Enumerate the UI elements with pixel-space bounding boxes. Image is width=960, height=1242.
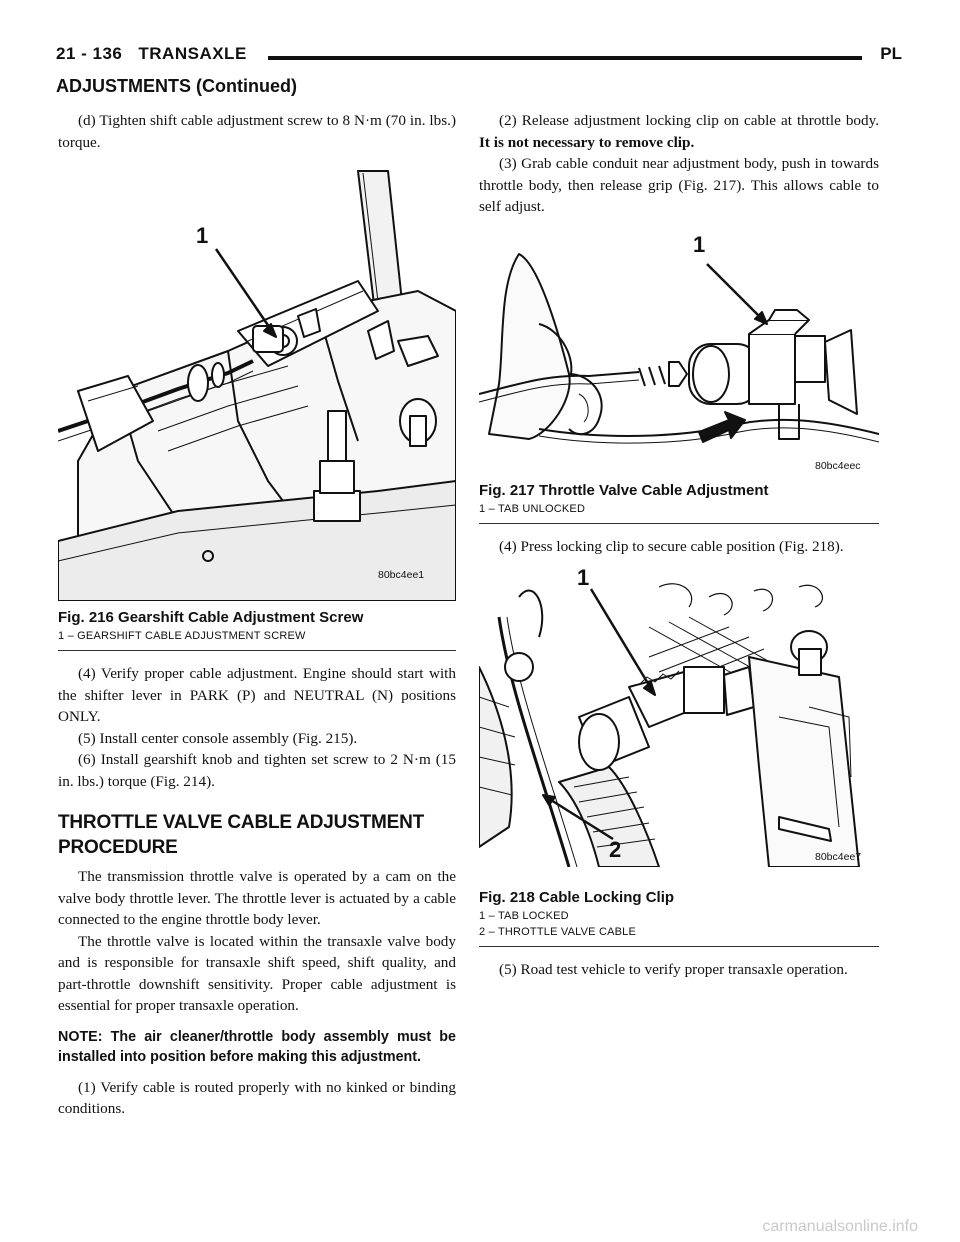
para-1: The transmission throttle valve is operated by a cam on the valve body throttle lever. The throttle lever is actuated by a cable connected to the engine throttle body lever. (58, 868, 456, 928)
figure-216 (58, 161, 456, 601)
fig217-legend (479, 501, 879, 517)
fig217-code: 80bc4eec (815, 459, 861, 472)
fig216-callout-1: 1 (196, 223, 209, 248)
fig218-code: 80bc4ee7 (815, 851, 862, 863)
fig216-title: Fig. 216 Gearshift Cable Adjustment Screw (58, 609, 364, 626)
procedure-heading: THROTTLE VALVE CABLE ADJUSTMENT PROCEDURE (58, 812, 425, 858)
section-name: TRANSAXLE (138, 44, 247, 63)
header-rule (268, 56, 862, 60)
step-1-text: (1) Verify cable is routed properly with no kinked or binding conditions. (58, 1078, 456, 1117)
fig217-title: Fig. 217 Throttle Valve Cable Adjustment (479, 481, 769, 499)
figure-217 (479, 224, 879, 474)
left-column (58, 110, 456, 1120)
throttle-cable-illustration (479, 224, 879, 474)
figure-218 (479, 567, 879, 867)
step-5-right-text: (5) Road test vehicle to verify proper transaxle operation. (499, 961, 848, 978)
cable-locking-clip-illustration (479, 567, 879, 867)
fig218-title: Fig. 218 Cable Locking Clip (479, 889, 675, 906)
fig216-rule (58, 650, 456, 651)
fig217-rule (479, 523, 879, 524)
fig218-legend (479, 908, 879, 940)
step-d-text: (d) Tighten shift cable adjustment screw to 8 N·m (70 in. lbs.) torque. (58, 112, 456, 151)
fig218-callout-2: 2 (609, 837, 622, 862)
page-number: 21 - 136 (56, 44, 123, 63)
model-code: PL (880, 44, 902, 63)
step-2-main: (2) Release adjustment locking clip on cable at throttle body. (499, 112, 879, 129)
gearshift-cable-illustration (58, 161, 456, 601)
section-heading: ADJUSTMENTS (Continued) (56, 76, 297, 96)
fig217-legend-item: 1 – TAB UNLOCKED (479, 502, 586, 515)
step-2-emphasis: It is not necessary to remove clip. (479, 133, 695, 151)
note-text: NOTE: The air cleaner/throttle body assembly must be installed into position before making this adjustment. (58, 1028, 456, 1065)
fig216-legend-item: 1 – GEARSHIFT CABLE ADJUSTMENT SCREW (58, 630, 306, 642)
fig218-rule (479, 946, 879, 947)
step-6-text: (6) Install gearshift knob and tighten set screw to 2 N·m (15 in. lbs.) torque (Fig. 214). (58, 751, 456, 790)
fig218-legend-item: 2 – THROTTLE VALVE CABLE (479, 926, 637, 938)
step-5-text: (5) Install center console assembly (Fig. 215). (78, 729, 358, 747)
para-2: The throttle valve is located within the transaxle valve body and is responsible for transaxle shift speed, shift quality, and part-throttle downshift sensitivity. Proper cable adjustment is essential for proper transaxle operation. (58, 932, 456, 1014)
step-4-right-text: (4) Press locking clip to secure cable position (Fig. 218). (499, 537, 844, 555)
step-4-text: (4) Verify proper cable adjustment. Engine should start with the shifter lever in PARK (P) and NEUTRAL (N) positions ONLY. (58, 665, 456, 725)
fig216-legend (58, 628, 456, 644)
watermark: carmanualsonline.info (762, 1218, 918, 1235)
step-2-text (479, 110, 879, 153)
right-column (479, 110, 879, 981)
fig218-callout-1: 1 (577, 565, 590, 590)
fig218-legend-item: 1 – TAB LOCKED (479, 910, 569, 922)
fig216-code: 80bc4ee1 (378, 569, 425, 581)
fig217-callout-1: 1 (693, 231, 706, 257)
step-3-text: (3) Grab cable conduit near adjustment body, push in towards throttle body, then release grip (Fig. 217). This allows cable to self adjust. (479, 155, 879, 215)
running-header (56, 44, 247, 64)
